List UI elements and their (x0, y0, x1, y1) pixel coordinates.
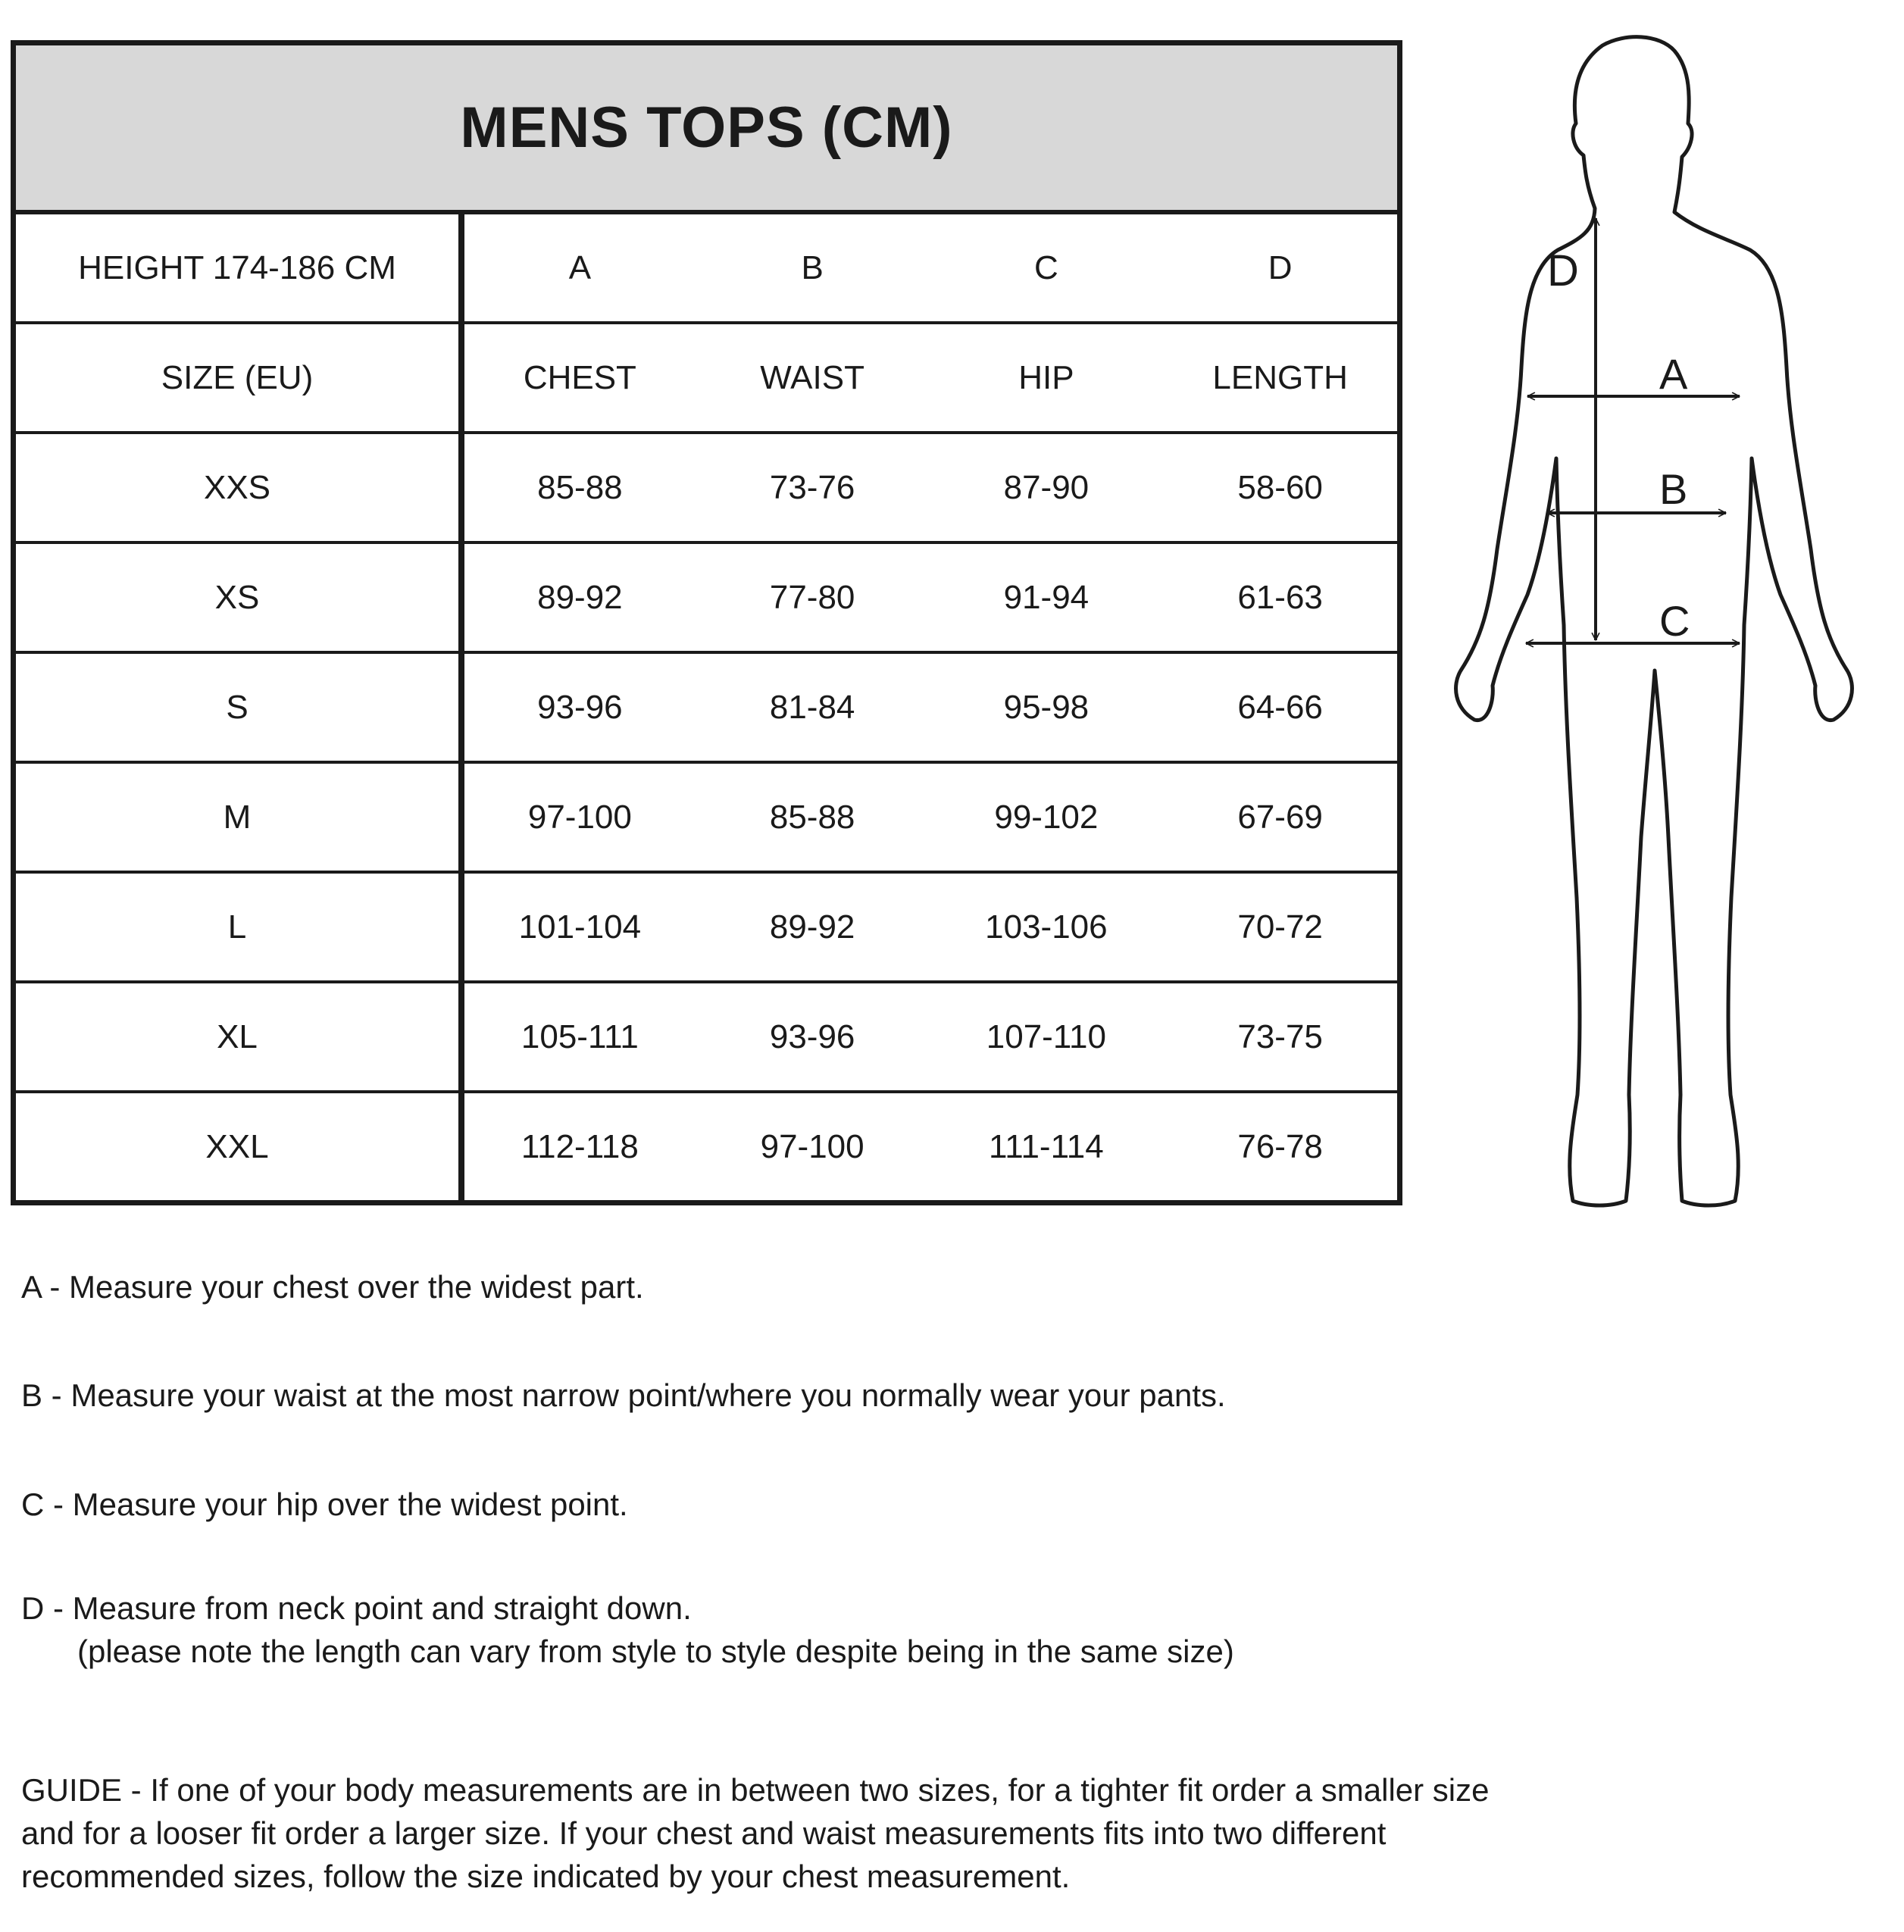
table-row (16, 1092, 1397, 1200)
length-cell: 70-72 (1163, 872, 1397, 982)
chest-cell: 97-100 (461, 762, 696, 872)
waist-cell: 93-96 (696, 982, 930, 1092)
note-length-remark: (please note the length can vary from style to style despite being in the same size) (77, 1633, 1234, 1669)
size-cell: S (16, 652, 461, 762)
hip-cell: 91-94 (930, 542, 1164, 652)
guide-line-1: GUIDE - If one of your body measurements are in between two sizes, for a tighter fit order a smaller size (21, 1772, 1490, 1808)
size-table (16, 214, 1397, 1200)
waist-cell: 73-76 (696, 433, 930, 542)
chest-cell: 105-111 (461, 982, 696, 1092)
table-row (16, 433, 1397, 542)
column-letter-d: D (1268, 249, 1293, 286)
hip-cell: 87-90 (930, 433, 1164, 542)
table-row (16, 762, 1397, 872)
size-chart (11, 40, 1402, 1205)
hip-cell: 99-102 (930, 762, 1164, 872)
size-cell: XXS (16, 433, 461, 542)
length-cell: 67-69 (1163, 762, 1397, 872)
body-outline-icon (1456, 37, 1852, 1205)
table-row (16, 652, 1397, 762)
header-row-measure-letters (16, 214, 1397, 323)
hip-cell: 95-98 (930, 652, 1164, 762)
note-length: D - Measure from neck point and straight down. (21, 1590, 692, 1626)
height-label: HEIGHT 174-186 CM (16, 214, 461, 323)
length-cell: 58-60 (1163, 433, 1397, 542)
guide-line-3: recommended sizes, follow the size indicated by your chest measurement. (21, 1859, 1071, 1894)
table-row (16, 542, 1397, 652)
chest-cell: 93-96 (461, 652, 696, 762)
column-letter-b: B (801, 249, 824, 286)
size-cell: M (16, 762, 461, 872)
label-c: C (1659, 597, 1690, 645)
size-eu-label: SIZE (EU) (16, 323, 461, 433)
label-d: D (1547, 246, 1579, 295)
note-waist: B - Measure your waist at the most narrow point/where you normally wear your pants. (21, 1377, 1226, 1413)
hip-cell: 107-110 (930, 982, 1164, 1092)
length-cell: 76-78 (1163, 1092, 1397, 1200)
column-letter-c: C (1033, 249, 1058, 286)
waist-cell: 81-84 (696, 652, 930, 762)
chest-cell: 101-104 (461, 872, 696, 982)
column-header-chest: CHEST (461, 323, 696, 433)
length-cell: 61-63 (1163, 542, 1397, 652)
chest-cell: 112-118 (461, 1092, 696, 1200)
size-cell: XS (16, 542, 461, 652)
hip-cell: 103-106 (930, 872, 1164, 982)
waist-cell: 97-100 (696, 1092, 930, 1200)
column-header-waist: WAIST (696, 323, 930, 433)
column-letter-a: A (568, 249, 592, 286)
chest-cell: 85-88 (461, 433, 696, 542)
length-cell: 64-66 (1163, 652, 1397, 762)
waist-cell: 85-88 (696, 762, 930, 872)
chest-cell: 89-92 (461, 542, 696, 652)
waist-cell: 89-92 (696, 872, 930, 982)
size-cell: XL (16, 982, 461, 1092)
table-row (16, 872, 1397, 982)
label-b: B (1659, 465, 1688, 513)
size-cell: XXL (16, 1092, 461, 1200)
header-row-measure-names (16, 323, 1397, 433)
table-row (16, 982, 1397, 1092)
guide-line-2: and for a looser fit order a larger size. If your chest and waist measurements fits into two different (21, 1815, 1387, 1851)
note-chest: A - Measure your chest over the widest part. (21, 1269, 644, 1305)
length-cell: 73-75 (1163, 982, 1397, 1092)
note-hip: C - Measure your hip over the widest point. (21, 1487, 628, 1522)
size-cell: L (16, 872, 461, 982)
body-measurement-figure (1424, 34, 1864, 1224)
column-header-length: LENGTH (1163, 323, 1397, 433)
label-a: A (1659, 350, 1688, 398)
column-header-hip: HIP (930, 323, 1164, 433)
waist-cell: 77-80 (696, 542, 930, 652)
hip-cell: 111-114 (930, 1092, 1164, 1200)
chart-title: MENS TOPS (CM) (16, 45, 1397, 214)
